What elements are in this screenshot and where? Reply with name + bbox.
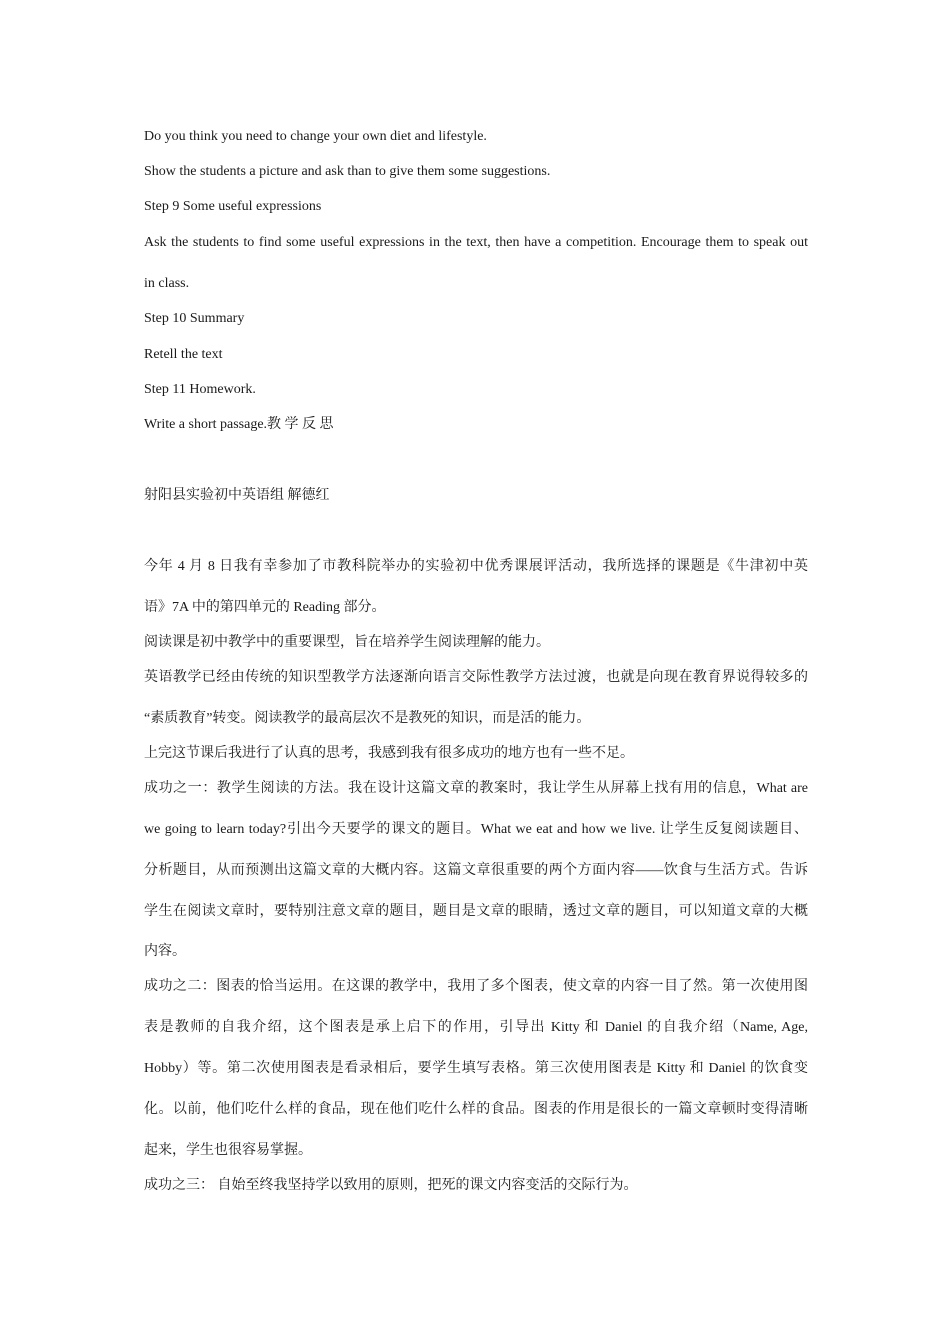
text-line-retell: Retell the text bbox=[144, 347, 223, 362]
success-2-line-2: 表是教师的自我介绍，这个图表是承上启下的作用，引导出 Kitty 和 Daniel 的自我介绍（Name, Age, bbox=[144, 1020, 808, 1035]
paragraph-2: 阅读课是初中教学中的重要课型，旨在培养学生阅读理解的能力。 bbox=[144, 635, 550, 650]
success-1-line-1: 成功之一：教学生阅读的方法。我在设计这篇文章的教案时，我让学生从屏幕上找有用的信息，What are bbox=[144, 781, 808, 796]
text-line-expressions-1: Ask the students to find some useful expressions in the text, then have a competition. Encourage them to speak out bbox=[144, 235, 808, 250]
success-2-line-4: 化。以前，他们吃什么样的食品，现在他们吃什么样的食品。图表的作用是很长的一篇文章顿时变得清晰 bbox=[144, 1102, 808, 1117]
text-line-homework-reflection-title: Write a short passage.教 学 反 思 bbox=[144, 417, 334, 432]
paragraph-1-line-2: 语》7A 中的第四单元的 Reading 部分。 bbox=[144, 600, 386, 615]
text-line-picture-suggestions: Show the students a picture and ask than to give them some suggestions. bbox=[144, 164, 551, 179]
step-10-heading: Step 10 Summary bbox=[144, 311, 245, 326]
paragraph-4: 上完这节课后我进行了认真的思考，我感到我有很多成功的地方也有一些不足。 bbox=[144, 746, 634, 761]
success-2-line-3: Hobby）等。第二次使用图表是看录相后，要学生填写表格。第三次使用图表是 Kitty 和 Daniel 的饮食变 bbox=[144, 1061, 808, 1076]
paragraph-3-line-1: 英语教学已经由传统的知识型教学方法逐渐向语言交际性教学方法过渡，也就是向现在教育界说得较多的 bbox=[144, 670, 808, 685]
text-line-expressions-2: in class. bbox=[144, 276, 190, 291]
success-3-line-1: 成功之三： 自始至终我坚持学以致用的原则，把死的课文内容变活的交际行为。 bbox=[144, 1178, 638, 1193]
step-11-heading: Step 11 Homework. bbox=[144, 382, 256, 397]
text-line-diet-question: Do you think you need to change your own diet and lifestyle. bbox=[144, 129, 487, 144]
success-1-line-4: 学生在阅读文章时，要特别注意文章的题目，题目是文章的眼睛，透过文章的题目，可以知道文章的大概 bbox=[144, 904, 808, 919]
success-1-line-3: 分析题目，从而预测出这篇文章的大概内容。这篇文章很重要的两个方面内容——饮食与生活方式。告诉 bbox=[144, 863, 808, 878]
success-1-line-2: we going to learn today?引出今天要学的课文的题目。What we eat and how we live. 让学生反复阅读题目、 bbox=[144, 822, 808, 837]
step-9-heading: Step 9 Some useful expressions bbox=[144, 199, 322, 214]
success-2-line-1: 成功之二：图表的恰当运用。在这课的教学中，我用了多个图表，使文章的内容一目了然。第一次使用图 bbox=[144, 979, 808, 994]
success-2-line-5: 起来，学生也很容易掌握。 bbox=[144, 1143, 312, 1158]
success-1-line-5: 内容。 bbox=[144, 944, 186, 959]
paragraph-1-line-1: 今年 4 月 8 日我有幸参加了市教科院举办的实验初中优秀课展评活动，我所选择的课题是《牛津初中英 bbox=[144, 559, 808, 574]
paragraph-3-line-2: “素质教育”转变。阅读教学的最高层次不是教死的知识，而是活的能力。 bbox=[144, 711, 591, 726]
author-line: 射阳县实验初中英语组 解德红 bbox=[144, 488, 330, 503]
